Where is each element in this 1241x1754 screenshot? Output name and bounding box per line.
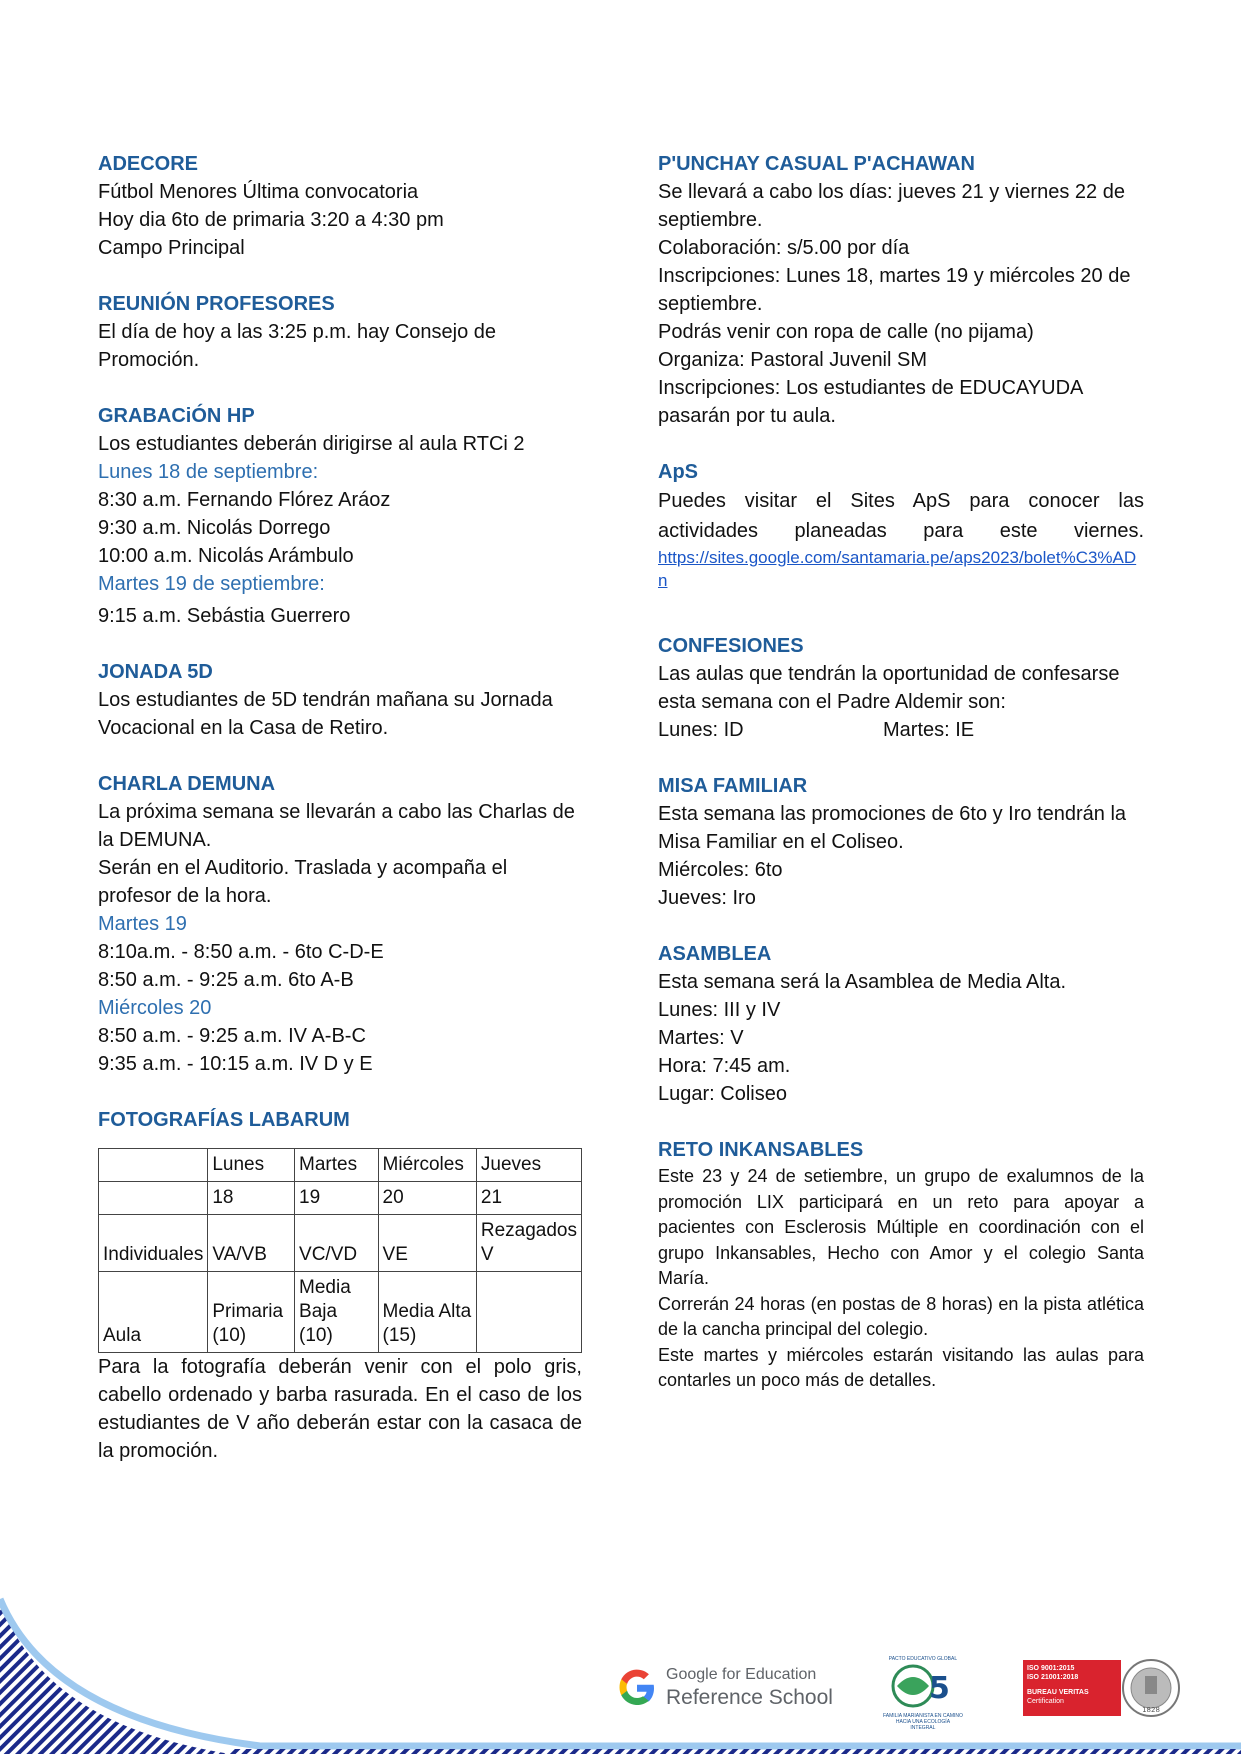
table-cell xyxy=(99,1182,208,1215)
section-line: Jueves: Iro xyxy=(658,887,756,909)
table-cell: 21 xyxy=(476,1182,581,1215)
google-education-logo xyxy=(618,1665,833,1711)
photo-schedule-table xyxy=(98,1148,582,1353)
page-footer xyxy=(0,1554,1241,1754)
section-line: Lugar: Coliseo xyxy=(658,1083,787,1105)
day-heading: Martes 19 de septiembre: xyxy=(98,573,325,595)
section-text: Los estudiantes deberán dirigirse al aula RTCi 2 xyxy=(98,433,525,455)
confesiones-day: Lunes: ID xyxy=(658,719,744,741)
charla-section xyxy=(98,770,582,1078)
table-row xyxy=(99,1182,582,1215)
section-title: RETO INKANSABLES xyxy=(658,1139,864,1161)
schedule-item: 9:35 a.m. - 10:15 a.m. IV D y E xyxy=(98,1053,373,1075)
table-cell: 19 xyxy=(295,1182,379,1215)
section-line: Correrán 24 horas (en postas de 8 horas) en la pista atlética de la cancha principal del colegio. xyxy=(658,1293,1144,1339)
schedule-item: 8:50 a.m. - 9:25 a.m. IV A-B-C xyxy=(98,1025,366,1047)
table-cell xyxy=(99,1149,208,1182)
aps-section xyxy=(658,458,1144,592)
table-cell: Martes xyxy=(295,1149,379,1182)
schedule-item: 8:50 a.m. - 9:25 a.m. 6to A-B xyxy=(98,969,354,991)
section-title: REUNIÓN PROFESORES xyxy=(98,293,335,315)
table-cell: Lunes xyxy=(208,1149,295,1182)
aps-link[interactable]: https://sites.google.com/santamaria.pe/aps2023/bolet%C3%ADn xyxy=(658,548,1137,590)
section-line: Hoy dia 6to de primaria 3:20 a 4:30 pm xyxy=(98,209,444,231)
google-line1: Google for Education xyxy=(666,1666,817,1683)
section-line: Inscripciones: Los estudiantes de EDUCAYUDA pasarán por tu aula. xyxy=(658,377,1083,427)
section-line: Colaboración: s/5.00 por día xyxy=(658,237,910,259)
schedule-item: 9:15 a.m. Sebástia Guerrero xyxy=(98,605,351,627)
schedule-item: 9:30 a.m. Nicolás Dorrego xyxy=(98,517,331,539)
table-cell: VA/VB xyxy=(208,1215,295,1272)
section-line: Campo Principal xyxy=(98,237,245,259)
section-title: GRABACiÓN HP xyxy=(98,405,255,427)
schedule-item: 8:10a.m. - 8:50 a.m. - 6to C-D-E xyxy=(98,941,384,963)
table-cell: 20 xyxy=(378,1182,476,1215)
table-row xyxy=(99,1149,582,1182)
fotografias-section xyxy=(98,1106,582,1465)
section-line: Este 23 y 24 de setiembre, un grupo de exalumnos de la promoción LIX participará en un reto para apoyar a pacientes con Esclerosis Múltiple en coordinación con el grupo Inkansables, Hecho con Amor y el colegio Santa María. xyxy=(658,1166,1144,1288)
section-text: Los estudiantes de 5D tendrán mañana su Jornada Vocacional en la Casa de Retiro. xyxy=(98,689,553,739)
left-column xyxy=(98,150,582,1493)
striped-band xyxy=(230,1749,1241,1754)
table-cell: VE xyxy=(378,1215,476,1272)
reunion-section xyxy=(98,290,582,374)
section-line: Inscripciones: Lunes 18, martes 19 y miércoles 20 de septiembre. xyxy=(658,265,1131,315)
section-line: Organiza: Pastoral Juvenil SM xyxy=(658,349,928,371)
confesiones-days xyxy=(658,716,1144,744)
section-line: Esta semana las promociones de 6to y Iro tendrán la Misa Familiar en el Coliseo. xyxy=(658,803,1127,853)
schedule-item: 8:30 a.m. Fernando Flórez Aráoz xyxy=(98,489,391,511)
striped-wedge xyxy=(0,1599,230,1754)
section-text: Para la fotografía deberán venir con el polo gris, cabello ordenado y barba rasurada. En el caso de los estudiantes de V año deberán estar con la casaca de la promoción. xyxy=(98,1356,582,1462)
day-heading: Miércoles 20 xyxy=(98,997,212,1019)
bureau-veritas-logo xyxy=(1023,1658,1181,1718)
section-line: Podrás venir con ropa de calle (no pijama) xyxy=(658,321,1034,343)
section-title: MISA FAMILIAR xyxy=(658,775,808,797)
right-column xyxy=(658,150,1144,1422)
footer-logos xyxy=(618,1656,1181,1731)
table-cell xyxy=(476,1272,581,1353)
pacto-caption: FAMILIA MARIANISTA EN CAMINO HACIA UNA ECOLOGÍA INTEGRAL xyxy=(882,1713,963,1731)
section-text: Puedes visitar el Sites ApS para conocer las actividades planeadas para este viernes. xyxy=(658,490,1144,542)
bv-certificate xyxy=(1023,1660,1121,1716)
section-title: CHARLA DEMUNA xyxy=(98,773,276,795)
day-heading: Martes 19 xyxy=(98,913,187,935)
confesiones-day: Martes: IE xyxy=(883,719,975,741)
google-g-icon xyxy=(618,1669,656,1707)
table-cell: Individuales xyxy=(99,1215,208,1272)
footer-decoration xyxy=(0,1554,1241,1754)
section-line: Este martes y miércoles estarán visitando las aulas para contarles un poco más de detalles. xyxy=(658,1344,1144,1390)
bv-text: Certification xyxy=(1026,1698,1064,1705)
asamblea-section xyxy=(658,940,1144,1108)
misa-section xyxy=(658,772,1144,912)
bv-text: ISO 9001:2015 xyxy=(1026,1665,1075,1672)
pacto-caption: PACTO EDUCATIVO GLOBAL xyxy=(888,1656,958,1662)
section-title: CONFESIONES xyxy=(658,635,804,657)
section-line: Miércoles: 6to xyxy=(658,859,783,881)
section-text: La próxima semana se llevarán a cabo las Charlas de la DEMUNA. xyxy=(98,801,575,851)
table-cell: Aula xyxy=(99,1272,208,1353)
section-title: P'UNCHAY CASUAL P'ACHAWAN xyxy=(658,153,975,175)
section-line: Hora: 7:45 am. xyxy=(658,1055,791,1077)
table-cell: 18 xyxy=(208,1182,295,1215)
confesiones-section xyxy=(658,632,1144,744)
table-cell: Rezagados V xyxy=(476,1215,581,1272)
bv-text: ISO 21001:2018 xyxy=(1026,1674,1079,1681)
section-line: Se llevará a cabo los días: jueves 21 y viernes 22 de septiembre. xyxy=(658,181,1125,231)
section-line: Lunes: III y IV xyxy=(658,999,781,1021)
adecore-section xyxy=(98,150,582,262)
jornada-section xyxy=(98,658,582,742)
section-line: Martes: V xyxy=(658,1027,744,1049)
section-text: Serán en el Auditorio. Traslada y acompaña el profesor de la hora. xyxy=(98,857,508,907)
punchay-section xyxy=(658,150,1144,430)
section-title: JONADA 5D xyxy=(98,661,213,683)
section-text: Las aulas que tendrán la oportunidad de confesarse esta semana con el Padre Aldemir son: xyxy=(658,663,1120,713)
table-cell: Media Alta (15) xyxy=(378,1272,476,1353)
table-row xyxy=(99,1215,582,1272)
section-line: Fútbol Menores Última convocatoria xyxy=(98,181,419,203)
table-cell: Miércoles xyxy=(378,1149,476,1182)
section-line: Esta semana será la Asamblea de Media Alta. xyxy=(658,971,1067,993)
pacto-educativo-logo xyxy=(882,1656,963,1731)
section-title: ADECORE xyxy=(98,153,199,175)
table-cell: Primaria (10) xyxy=(208,1272,295,1353)
bv-text: BUREAU VERITAS xyxy=(1026,1689,1089,1696)
google-education-text xyxy=(666,1665,833,1711)
table-cell: VC/VD xyxy=(295,1215,379,1272)
grabacion-section xyxy=(98,402,582,630)
table-cell: Jueves xyxy=(476,1149,581,1182)
schedule-item: 10:00 a.m. Nicolás Arámbulo xyxy=(98,545,354,567)
table-row xyxy=(99,1272,582,1353)
bureau-veritas-seal-icon xyxy=(1121,1658,1181,1718)
globe-icon xyxy=(883,1662,963,1708)
reto-section xyxy=(658,1136,1144,1394)
bv-year: 1828 xyxy=(1142,1706,1160,1714)
section-title: ASAMBLEA xyxy=(658,943,772,965)
table-cell: Media Baja (10) xyxy=(295,1272,379,1353)
section-title: ApS xyxy=(658,461,698,483)
day-heading: Lunes 18 de septiembre: xyxy=(98,461,319,483)
svg-text:5: 5 xyxy=(928,1671,950,1706)
section-text: El día de hoy a las 3:25 p.m. hay Consejo de Promoción. xyxy=(98,321,497,371)
section-title: FOTOGRAFÍAS LABARUM xyxy=(98,1109,350,1131)
google-line2: Reference School xyxy=(666,1686,833,1709)
